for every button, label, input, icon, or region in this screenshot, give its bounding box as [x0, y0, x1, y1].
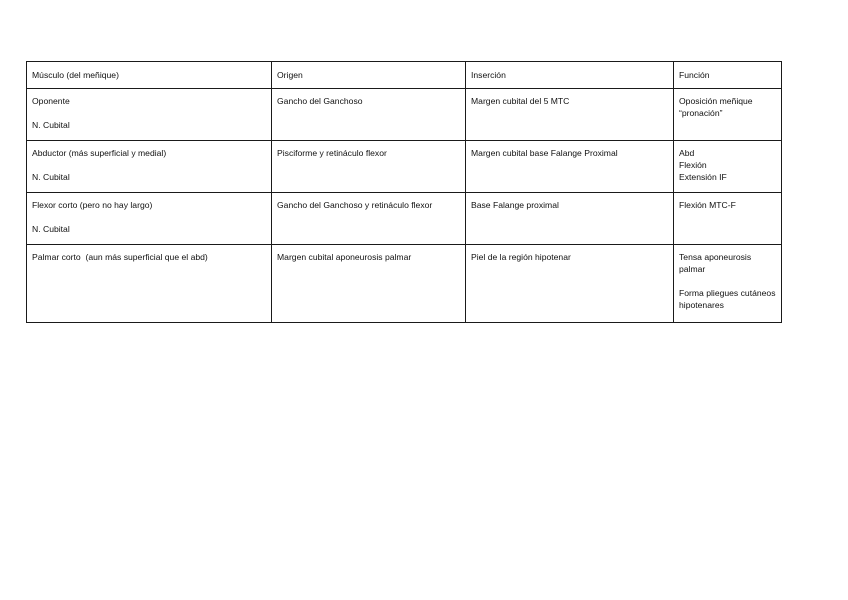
cell-funcion: Abd Flexión Extensión IF — [674, 141, 782, 193]
header-funcion: Función — [674, 62, 782, 89]
table-row — [27, 193, 782, 245]
muscle-table — [26, 61, 782, 323]
header-musculo: Músculo (del meñique) — [27, 62, 272, 89]
cell-musculo: Abductor (más superficial y medial) N. Cubital — [27, 141, 272, 193]
header-insercion: Inserción — [466, 62, 674, 89]
cell-funcion: Flexión MTC-F — [674, 193, 782, 245]
cell-funcion: Oposición meñique “pronación” — [674, 89, 782, 141]
table-row — [27, 141, 782, 193]
cell-origen: Pisciforme y retináculo flexor — [272, 141, 466, 193]
table-row — [27, 89, 782, 141]
cell-origen: Gancho del Ganchoso y retináculo flexor — [272, 193, 466, 245]
cell-insercion: Piel de la región hipotenar — [466, 245, 674, 323]
cell-musculo: Flexor corto (pero no hay largo) N. Cubital — [27, 193, 272, 245]
cell-funcion: Tensa aponeurosis palmar Forma pliegues cutáneos hipotenares — [674, 245, 782, 323]
cell-musculo: Palmar corto (aun más superficial que el abd) — [27, 245, 272, 323]
cell-insercion: Margen cubital del 5 MTC — [466, 89, 674, 141]
cell-insercion: Base Falange proximal — [466, 193, 674, 245]
cell-insercion: Margen cubital base Falange Proximal — [466, 141, 674, 193]
table-row — [27, 245, 782, 323]
table-header-row — [27, 62, 782, 89]
cell-origen: Margen cubital aponeurosis palmar — [272, 245, 466, 323]
cell-origen: Gancho del Ganchoso — [272, 89, 466, 141]
header-origen: Origen — [272, 62, 466, 89]
cell-musculo: Oponente N. Cubital — [27, 89, 272, 141]
